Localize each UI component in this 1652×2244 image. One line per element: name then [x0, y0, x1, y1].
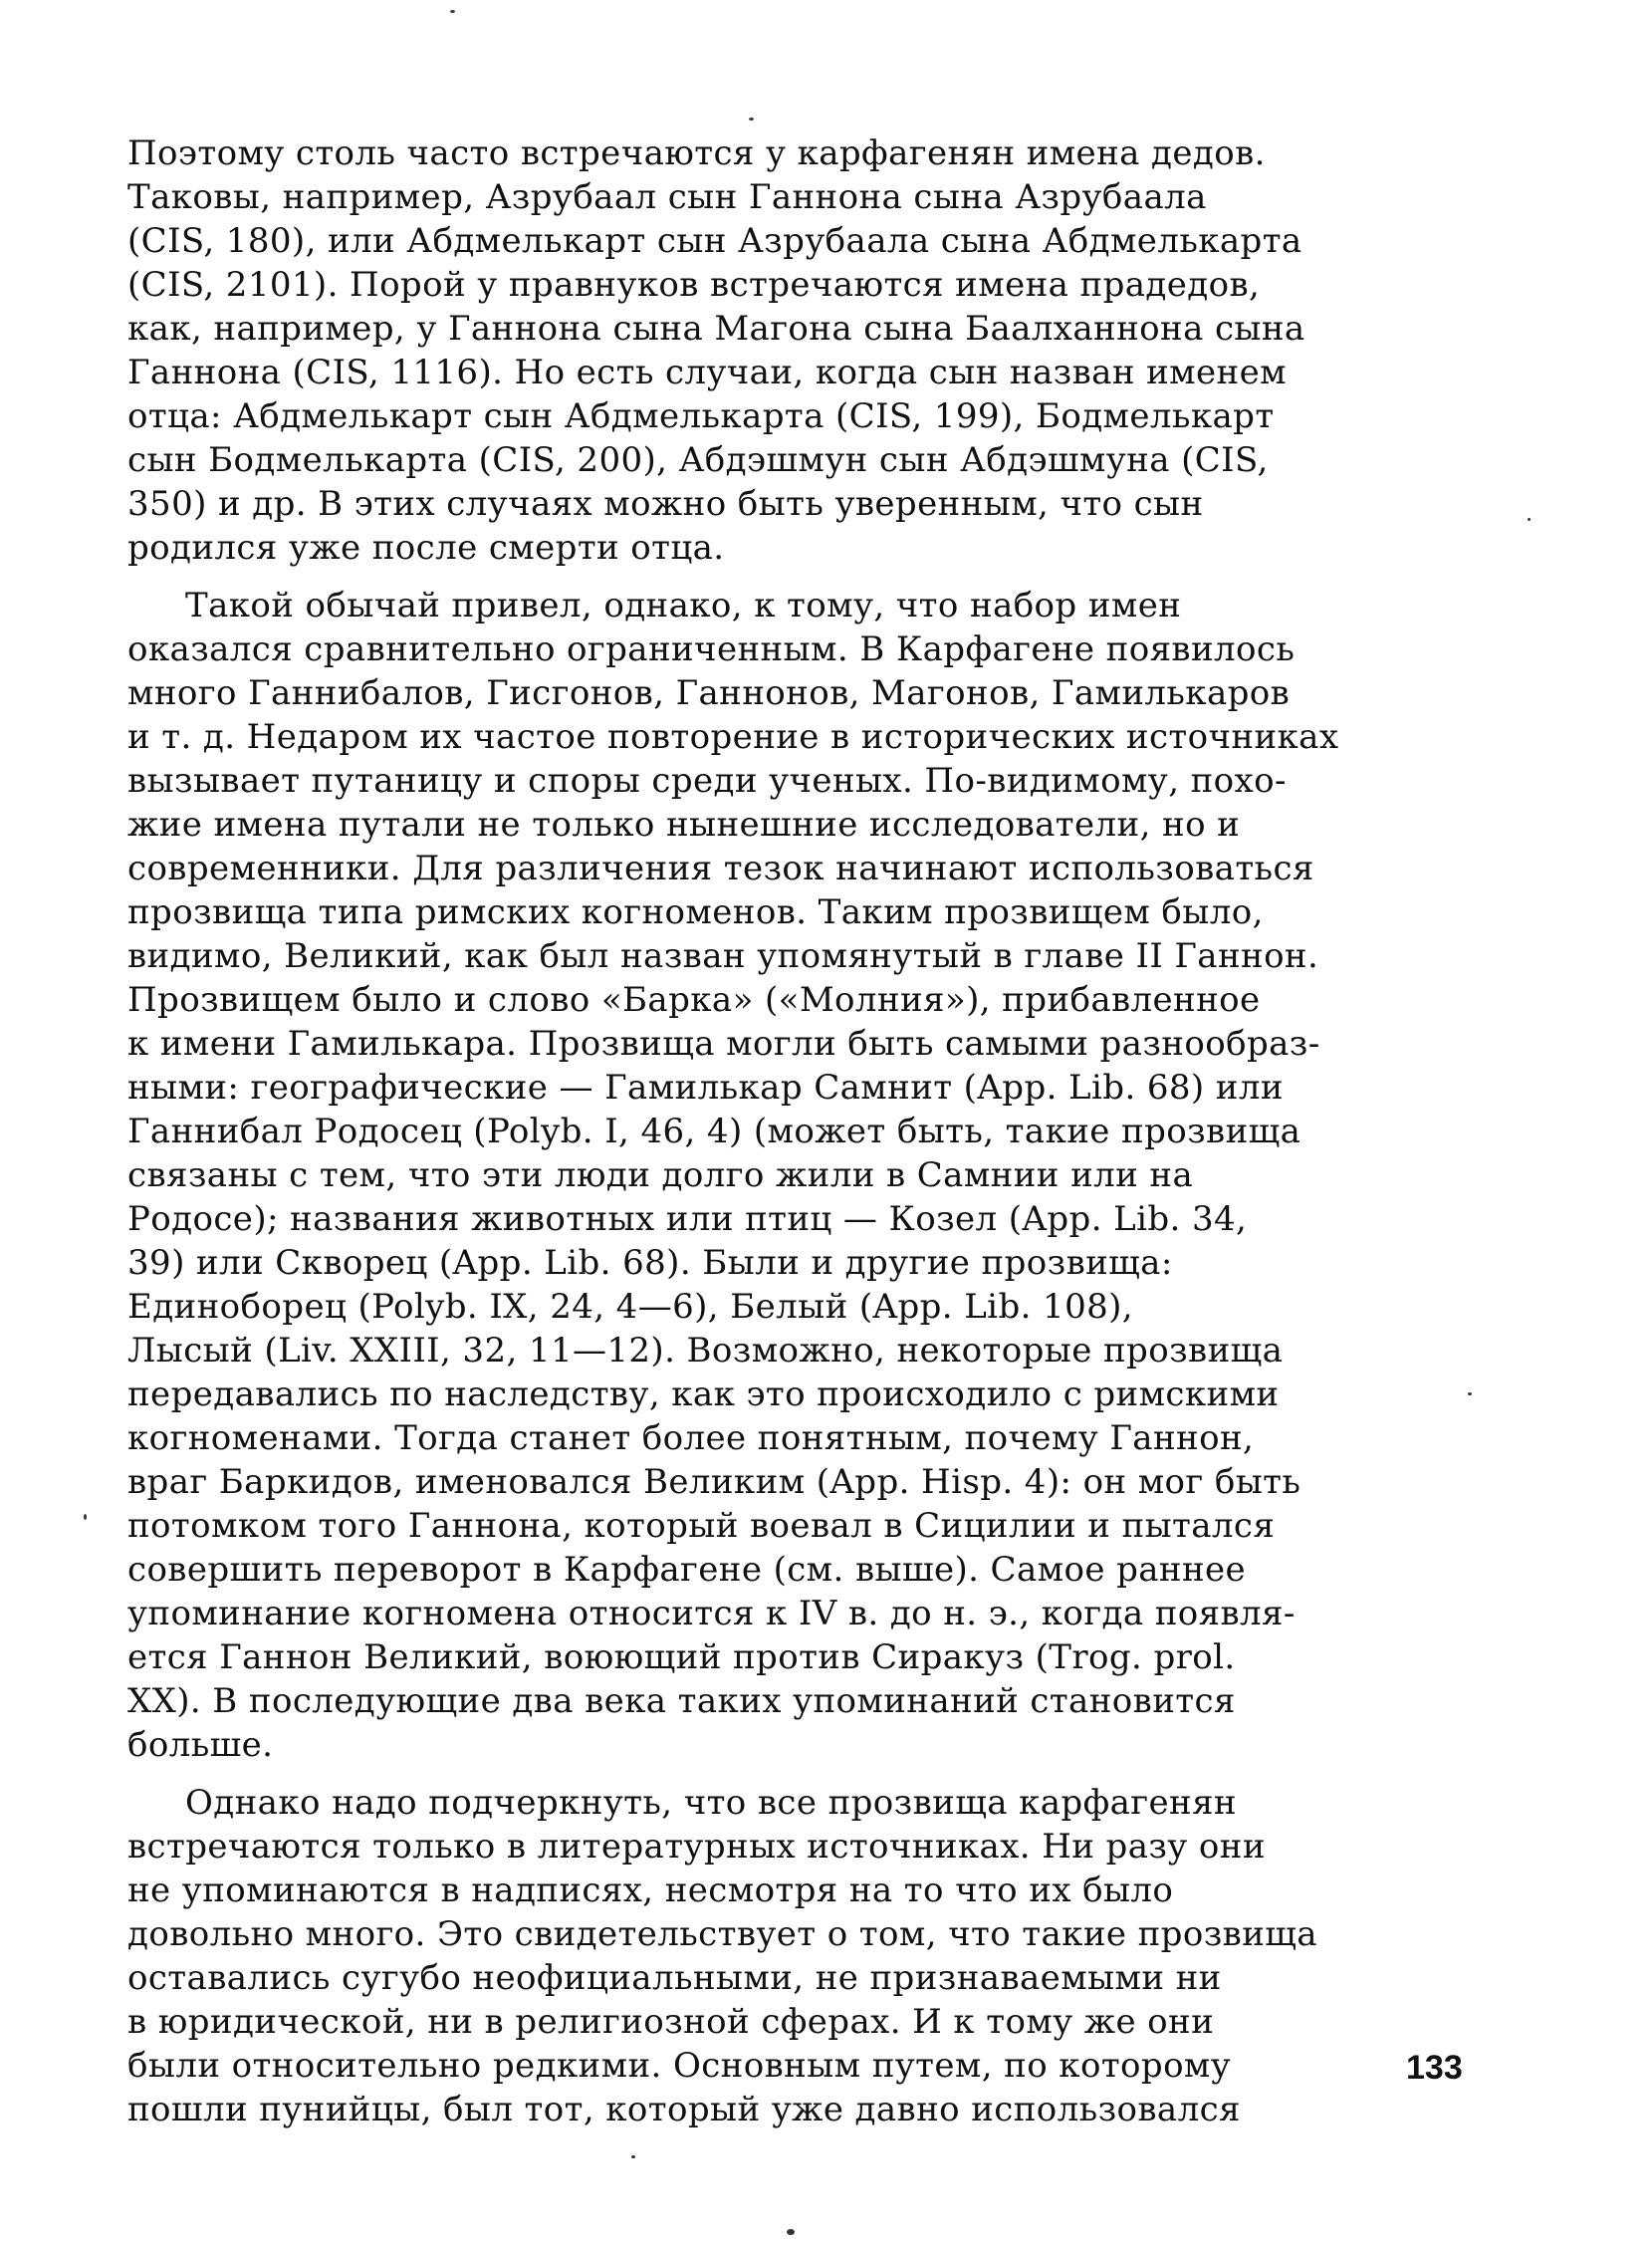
text-line: оказался сравнительно ограниченным. В Карфагене появилось	[127, 629, 1296, 669]
text-line: оставались сугубо неофициальными, не признаваемыми ни	[127, 1958, 1222, 1998]
text-line: сын Бодмелькарта (CIS, 200), Абдэшмун сын Абдэшмуна (CIS,	[127, 440, 1269, 480]
text-line: Таковы, например, Азрубаал сын Ганнона сына Азрубаала	[127, 177, 1207, 217]
page-number: 133	[1406, 2049, 1463, 2087]
text-line: довольно много. Это свидетельствует о том, что такие прозвища	[127, 1914, 1317, 1954]
text-line: не упоминаются в надписях, несмотря на то что их было	[127, 1870, 1174, 1910]
body-text	[127, 131, 1384, 2131]
text-line: Однако надо подчеркнуть, что все прозвища карфагенян	[185, 1783, 1237, 1823]
text-line: Родосе); названия животных или птиц — Козел (App. Lib. 34,	[127, 1199, 1248, 1239]
text-line: современники. Для различения тезок начинают использоваться	[127, 849, 1314, 888]
paragraph-2	[127, 584, 1384, 1767]
text-line: Такой обычай привел, однако, к тому, что набор имен	[185, 586, 1182, 625]
text-line: ется Ганнон Великий, воюющий против Сиракуз (Trog. prol.	[127, 1637, 1236, 1677]
text-line: в юридической, ни в религиозной сферах. И к тому же они	[127, 2002, 1215, 2042]
text-line: пошли пунийцы, был тот, который уже давно использовался	[127, 2090, 1241, 2129]
text-line: (CIS, 2101). Порой у правнуков встречаются имена прадедов,	[127, 265, 1261, 305]
text-line: родился уже после смерти отца.	[127, 528, 725, 568]
text-line: вызывает путаницу и споры среди ученых. По-видимому, похо-	[127, 761, 1287, 801]
text-line: передавались по наследству, как это происходило с римскими	[127, 1374, 1280, 1414]
text-line: Прозвищем было и слово «Барка» («Молния»), прибавленное	[127, 980, 1261, 1020]
text-line: встречаются только в литературных источниках. Ни разу они	[127, 1827, 1266, 1867]
scan-speck	[450, 10, 455, 13]
text-line: когноменами. Тогда станет более понятным, почему Ганнон,	[127, 1418, 1255, 1458]
text-line: видимо, Великий, как был назван упомянутый в главе II Ганнон.	[127, 936, 1319, 976]
text-line: Ганнибал Родосец (Polyb. I, 46, 4) (может быть, такие прозвища	[127, 1112, 1301, 1151]
text-line: Единоборец (Polyb. IX, 24, 4—6), Белый (App. Lib. 108),	[127, 1287, 1134, 1327]
text-line: совершить переворот в Карфагене (см. выше). Самое раннее	[127, 1550, 1247, 1590]
text-line: Ганнона (CIS, 1116). Но есть случаи, когда сын назван именем	[127, 353, 1287, 392]
scan-speck	[749, 118, 754, 121]
paragraph-1	[127, 131, 1384, 570]
text-line: упоминание когномена относится к IV в. до н. э., когда появля-	[127, 1594, 1296, 1633]
text-line: Лысый (Liv. XXIII, 32, 11—12). Возможно, некоторые прозвища	[127, 1331, 1284, 1371]
text-line: к имени Гамилькара. Прозвища могли быть самыми разнообраз-	[127, 1024, 1320, 1064]
scan-speck	[84, 1514, 87, 1520]
text-line: больше.	[127, 1725, 274, 1765]
text-line: враг Баркидов, именовался Великим (App. Hisp. 4): он мог быть	[127, 1462, 1301, 1502]
text-line: XX). В последующие два века таких упоминаний становится	[127, 1681, 1236, 1721]
scan-speck	[787, 2229, 795, 2235]
text-line: Поэтому столь часто встречаются у карфагенян имена дедов.	[127, 133, 1266, 173]
paragraph-3	[127, 1781, 1384, 2131]
scan-speck	[631, 2155, 635, 2158]
text-line: 39) или Скворец (App. Lib. 68). Были и другие прозвища:	[127, 1243, 1173, 1283]
text-line: как, например, у Ганнона сына Магона сына Баалханнона сына	[127, 309, 1305, 349]
text-line: жие имена путали не только нынешние исследователи, но и	[127, 805, 1241, 845]
text-line: прозвища типа римских когноменов. Таким прозвищем было,	[127, 892, 1264, 932]
text-line: 350) и др. В этих случаях можно быть уверенным, что сын	[127, 484, 1204, 524]
text-line: потомком того Ганнона, который воевал в Сицилии и пытался	[127, 1506, 1276, 1546]
text-line: и т. д. Недаром их частое повторение в исторических источниках	[127, 717, 1339, 757]
text-line: отца: Абдмелькарт сын Абдмелькарта (CIS, 199), Бодмелькарт	[127, 396, 1275, 436]
scan-speck	[1468, 1392, 1472, 1395]
text-line: (CIS, 180), или Абдмелькарт сын Азрубаала сына Абдмелькарта	[127, 221, 1302, 261]
text-line: ными: географические — Гамилькар Самнит (App. Lib. 68) или	[127, 1068, 1284, 1108]
scan-speck	[1528, 518, 1531, 521]
text-line: были относительно редкими. Основным путем, по которому	[127, 2046, 1232, 2086]
text-line: связаны с тем, что эти люди долго жили в Самнии или на	[127, 1155, 1194, 1195]
text-line: много Ганнибалов, Гисгонов, Ганнонов, Магонов, Гамилькаров	[127, 673, 1291, 713]
